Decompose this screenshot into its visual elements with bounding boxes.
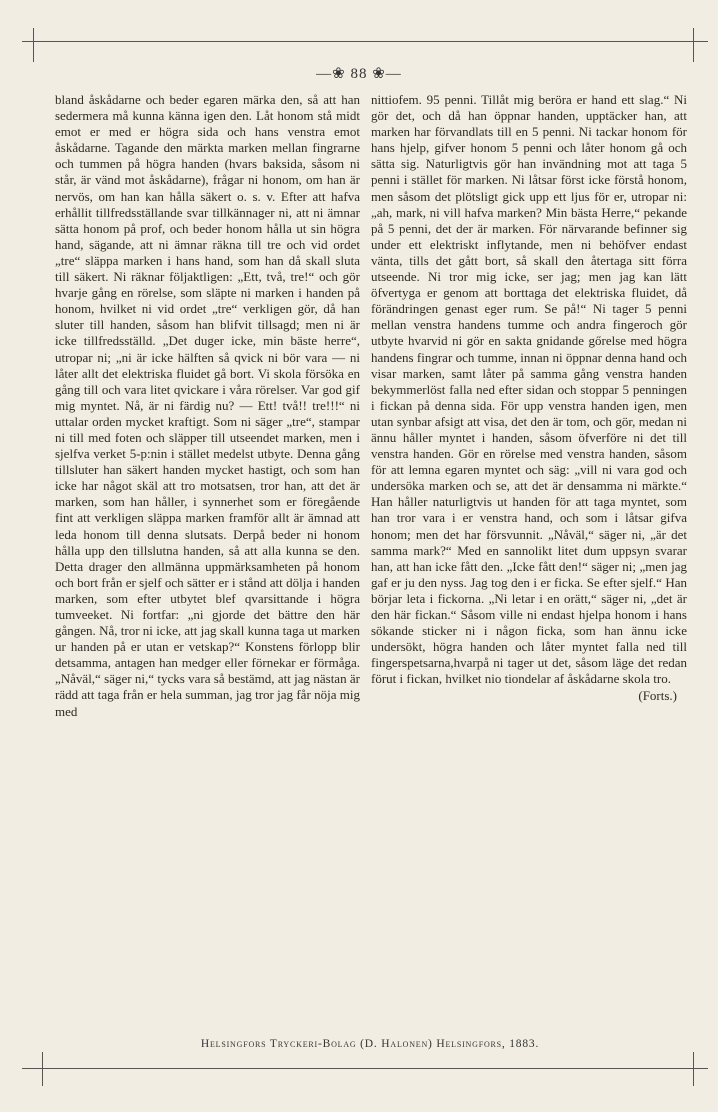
left-column-text: bland åskådarne och beder egaren märka den, så att han sedermera må kunna känna igen den. Låt honom stå midt emot er med er högra sida och hans venstra emot åskådarne. Tagande den märkta marken mellan fingrarne och tummen på högra handen (hvars baksida, såsom ni står, är vänd mot åskådarne), frågar ni honom, om han är nervös, om han kan hålla säkert o. s. v. Efter att hafva erhållit tillfredsställande svar tillkännager ni, att ni ämnar sätta honom på prof, och beder honom hålla ut sin högra hand, sägande, att ni ämnar räkna till tre och vid ordet „tre“ släppa marken i hans hand, som han då skall sluta till säkert. Ni räknar följaktligen: „Ett, två, tre!“ och gör hvarje gång en rörelse, som släpte ni marken i handen på honom, hvilket ni vid ordet „tre“ verkligen gör, då han sluter till handen, såsom han blifvit tillsagd; men ni är icke tillfredsställd. „Det duger icke, min bäste herre“, utropar ni; „ni är icke hälften så qvick ni bör vara — ni låter allt det elektriska fluidet gå bort. Vi skola försöka en gång till och vara litet qvickare i våra rörelser. Var god gif mig myntet. Nå, är ni färdig nu? — Ett! två!! tre!!!“ ni uttalar orden mycket kraftigt. Som ni säger „tre“, stampar ni till med foten och släpper till utseendet marken, men i sjelfva verket 5-p:nin i stället medelst utbyte. Denna gång tillsluter han säkert handen mycket hastigt, och som han icke har något skäl att tro motsatsen, tror han, att det är marken, som han håller, i synnerhet som er föregående fint att verkligen släppa marken framför allt är ämnad att leda honom till denna slutsats. Derpå beder ni honom hålla upp den tillslutna handen, så att alla kunna se den. Detta drager den allmänna uppmärksamheten på honom och bort från er sjelf och sätter er i stånd att dölja i handen marken, som efter utbytet blef qvarsittande i högra tumveeket. Ni fortfar: „ni gjorde det bättre den här gången. Nå, tror ni icke, att jag skall kunna taga ut marken ur handen på er utan er vetskap?“ Konstens förlopp blir detsamma, antagen han medger eller förnekar er förmåga. „Nåväl,“ säger ni,“ tycks vara så bestämd, att jag nästan är rädd att taga från er hela summan, jag tror jag får nöja mig med (55, 92, 360, 719)
top-rule (22, 41, 708, 42)
right-column-text: nittiofem. 95 penni. Tillåt mig beröra er hand ett slag.“ Ni gör det, och då han öppnar handen, upptäcker han, att marken har förvandlats till en 5 penni. Ni tackar honom för hans hjelp, gifver honom 5 penni och låter honom gå och sätta sig. Naturligtvis gör han invändning mot att taga 5 penni i stället för marken. Ni låtsar först icke förstå honom, men såsom det plötsligt gick upp ett ljus för er, utropar ni: „ah, mark, ni vill hafva marken? Min bästa Herre,“ pekande på 5 penni, det der är marken. För närvarande befinner sig under ett elektriskt inflytande, men ni behöfver endast vänta, tills det gått bort, så skall den återtaga sitt förra utseende. Ni tror mig icke, ser jag; men jag kan lätt öfvertyga er genom att borttaga det elektriska fluidet, då förändringen genast eger rum. Se på!“ Ni tager 5 penni mellan venstra handens tumme och andra fingeroch gör utbyte hvarvid ni gör en sakta gnidande gőrelse med högra handens fingrar och tumme, innan ni öppnar denna hand och visar marken, samt låter på samma gång venstra handen bekymmerlöst falla ned efter sidan och stoppar 5 penningen i fickan på denna sida. För upp venstra handen igen, men utan synbar afsigt att visa, det den är tom, och gör, medan ni ännu håller myntet i handen, såsom öfverföre ni det till venstra handen. Gör en rörelse med venstra handen, såsom för att lemna egaren myntet och säg: „vill ni vara god och undersöka marken och se, att det är densamma ni märkte.“ Han håller naturligtvis ut handen för att taga myntet, som han tror vara i er venstra hand, och som i låtsar gifva honom; men det har försvunnit. „Nåväl,“ säger ni, „är det samma mark?“ Med en sannolikt litet dum uppsyn svarar han, att han icke fått den. „Icke fått den!“ säger ni; „men jag gaf er ju den nyss. Jag tog den i er ficka. Se efter sjelf.“ Han börjar leta i fickorna. „Ni letar i en orätt,“ säger ni, „det är den här fickan.“ Såsom ville ni endast hjelpa honom i hans sökande sticker ni i någon ficka, som han ännu icke undersökt, högra handen och låter myntet falla ned till fingerspetsarna,hvarpå ni tager ut det, såsom läge det redan förut i fickan, hvilket nio tiondelar af åskådarne skola tro. (371, 92, 687, 687)
crop-mark-bottom-right (693, 1052, 694, 1086)
crop-mark-top-right (693, 28, 694, 62)
continued-note: (Forts.) (638, 688, 677, 704)
page-number: —❀ 88 ❀— (316, 66, 402, 82)
right-column (371, 92, 687, 705)
crop-mark-top-left (33, 28, 34, 62)
printer-imprint: Helsingfors Tryckeri-Bolag (D. Halonen) Helsingfors, 1883. (200, 1038, 540, 1050)
crop-mark-bottom-left (42, 1052, 43, 1086)
bottom-rule (22, 1068, 708, 1069)
left-column (55, 92, 360, 720)
